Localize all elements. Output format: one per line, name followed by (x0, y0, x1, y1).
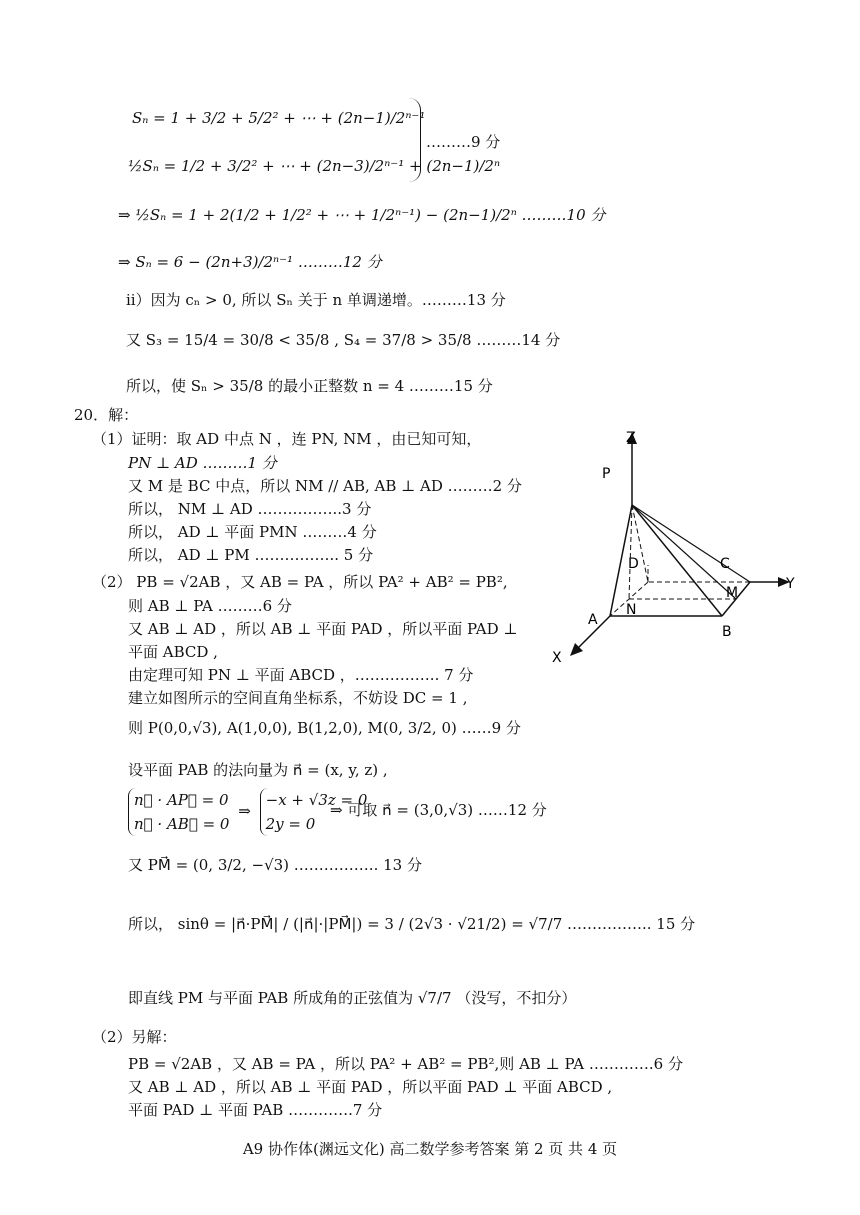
part1-step5: 所以， AD ⊥ PM …………….. 5 分 (128, 546, 374, 564)
part2-line4: 平面 ABCD , (128, 643, 218, 661)
monotonic-line: ii）因为 cₙ > 0, 所以 Sₙ 关于 n 单调递增。………13 分 (126, 291, 506, 309)
part2-line2: 则 AB ⊥ PA ………6 分 (128, 597, 292, 615)
equation-system: n⃗ · AP⃗ = 0 n⃗ · AB⃗ = 0 ⇒ −x + √3z = 0 2y = 0 (128, 788, 367, 836)
part1-step2: 又 M 是 BC 中点，所以 NM // AB, AB ⊥ AD ………2 分 (128, 477, 522, 495)
label-X: X (552, 650, 562, 666)
label-P: P (602, 466, 611, 482)
pyramid-figure (540, 420, 810, 670)
system-eq2: n⃗ · AB⃗ = 0 (134, 815, 230, 833)
derivation-line-3: ⇒ ½Sₙ = 1 + 2(1/2 + 1/2² + ⋯ + 1/2ⁿ⁻¹) − (2n−1)/2ⁿ ………10 分 (118, 206, 606, 224)
part2-line6: 建立如图所示的空间直角坐标系，不妨设 DC = 1 , (128, 689, 468, 707)
label-C: C (720, 556, 730, 572)
problem-20-heading: 20．解： (74, 406, 139, 424)
part1-step4: 所以， AD ⊥ 平面 PMN ………4 分 (128, 523, 377, 541)
coordinates-line: 则 P(0,0,√3), A(1,0,0), B(1,2,0), M(0, 3/2, 0) ……9 分 (128, 719, 521, 737)
label-Z: Z (626, 430, 636, 446)
brace (408, 98, 421, 182)
sum-line-2: ½Sₙ = 1/2 + 3/2² + ⋯ + (2n−3)/2ⁿ⁻¹ + (2n−1)/2ⁿ (128, 157, 501, 175)
page-footer: A9 协作体(渊远文化) 高二数学参考答案 第 2 页 共 4 页 (242, 1140, 618, 1158)
sine-line: 所以， sinθ = |n⃗·PM⃗| / (|n⃗|·|PM⃗|) = 3 / (2√3 · √21/2) = √7/7 …………….. 15 分 (128, 915, 696, 933)
alt-solution-heading: （2）另解： (92, 1028, 177, 1046)
normal-vector-line: 设平面 PAB 的法向量为 n⃗ = (x, y, z) , (128, 761, 388, 779)
alt-line2: 又 AB ⊥ AD ，所以 AB ⊥ 平面 PAD ，所以平面 PAD ⊥ 平面 ABCD , (128, 1078, 613, 1096)
part2-line5: 由定理可知 PN ⊥ 平面 ABCD ，…………….. 7 分 (128, 666, 474, 684)
system-eq1: n⃗ · AP⃗ = 0 (134, 791, 229, 809)
part1-intro: （1）证明：取 AD 中点 N ，连 PN, NM ，由已知可知， (92, 430, 482, 448)
part1-step1: PN ⊥ AD ………1 分 (128, 454, 277, 472)
system-eq3: −x + √3z = 0 (265, 791, 368, 809)
label-M: M (726, 585, 739, 601)
part1-step3: 所以， NM ⊥ AD ……………..3 分 (128, 500, 372, 518)
system-left (128, 788, 229, 836)
label-B: B (722, 624, 732, 640)
part2-line1: （2） PB = √2AB ，又 AB = PA ，所以 PA² + AB² = PB², (92, 573, 508, 591)
label-Y: Y (786, 576, 795, 592)
alt-line3: 平面 PAD ⊥ 平面 PAB ………….7 分 (128, 1101, 383, 1119)
choose-normal-line: ⇒ 可取 n⃗ = (3,0,√3) ……12 分 (330, 801, 547, 819)
label-A: A (588, 612, 598, 628)
edge-PC (632, 505, 750, 582)
part2-line3: 又 AB ⊥ AD ，所以 AB ⊥ 平面 PAD ，所以平面 PAD ⊥ (128, 620, 518, 638)
alt-line1: PB = √2AB ，又 AB = PA ，所以 PA² + AB² = PB²,则 AB ⊥ PA ………….6 分 (128, 1055, 683, 1073)
conclusion-line: 即直线 PM 与平面 PAB 所成角的正弦值为 √7/7 （没写，不扣分） (128, 989, 577, 1007)
label-D: D (628, 556, 639, 572)
derivation-line-4: ⇒ Sₙ = 6 − (2n+3)/2ⁿ⁻¹ ………12 分 (118, 253, 382, 271)
score-9: ………9 分 (426, 133, 501, 151)
edge-PM (632, 505, 739, 601)
label-N: N (626, 602, 637, 618)
min-n-line: 所以，使 Sₙ > 35/8 的最小正整数 n = 4 ………15 分 (126, 377, 493, 395)
sum-line-1: Sₙ = 1 + 3/2 + 5/2² + ⋯ + (2n−1)/2ⁿ⁻¹ (132, 109, 426, 127)
system-eq4: 2y = 0 (265, 815, 316, 833)
s3-s4-line: 又 S₃ = 15/4 = 30/8 < 35/8 , S₄ = 37/8 > 35/8 ………14 分 (126, 331, 561, 349)
pm-vector-line: 又 PM⃗ = (0, 3/2, −√3) …………….. 13 分 (128, 856, 422, 874)
